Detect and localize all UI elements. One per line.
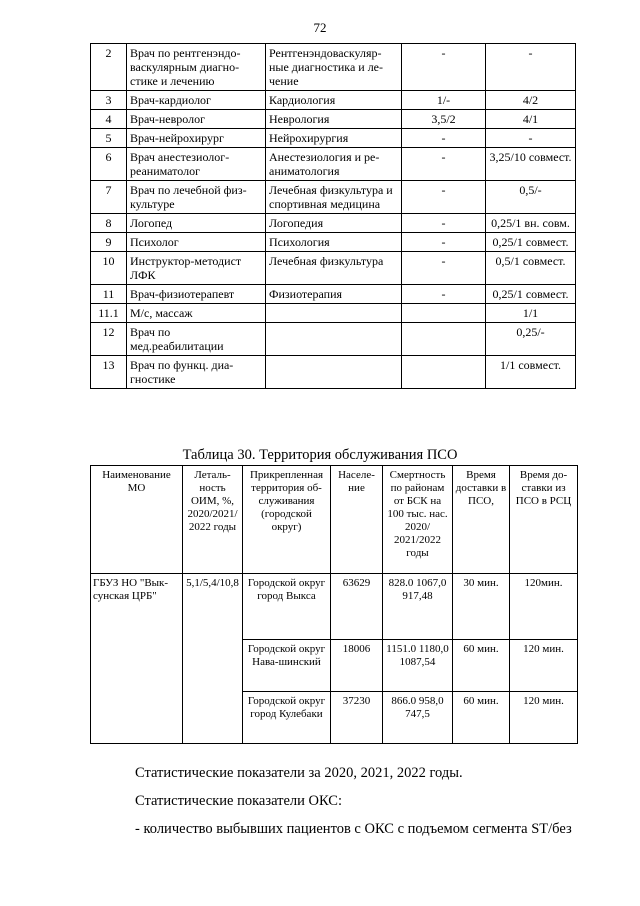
table-row: [91, 181, 576, 214]
territory: Городской округ Нава-шинский: [243, 640, 331, 692]
table-row: [91, 304, 576, 323]
paragraph: - количество выбывших пациентов с ОКС с подъемом сегмента ST/без: [135, 821, 572, 837]
specialty-cell: [266, 323, 402, 356]
value-cell: 4/1: [486, 110, 576, 129]
mo-name: ГБУЗ НО "Вык-сунская ЦРБ": [91, 574, 183, 744]
table-row: [91, 110, 576, 129]
pso-territory-table: [90, 465, 578, 744]
delivery-pso: 60 мин.: [453, 692, 510, 744]
value-cell: 1/1 совмест.: [486, 356, 576, 389]
value-cell: -: [402, 233, 486, 252]
row-number: 7: [91, 181, 127, 214]
table-row: [91, 285, 576, 304]
position-cell: Врач по функц. диа-гностике: [127, 356, 266, 389]
table-row: [91, 356, 576, 389]
table-row: [91, 44, 576, 91]
territory: Городской округ город Кулебаки: [243, 692, 331, 744]
specialty-cell: Неврология: [266, 110, 402, 129]
specialty-cell: [266, 304, 402, 323]
value-cell: -: [402, 214, 486, 233]
position-cell: Врач по лечебной физ-культуре: [127, 181, 266, 214]
value-cell: 1/-: [402, 91, 486, 110]
value-cell: -: [402, 181, 486, 214]
table-row: [91, 323, 576, 356]
header-cell: Населе-ние: [331, 466, 383, 574]
staffing-table: [90, 43, 576, 389]
specialty-cell: Лечебная физкультура: [266, 252, 402, 285]
delivery-pso: 30 мин.: [453, 574, 510, 640]
specialty-cell: Анестезиология и ре-аниматология: [266, 148, 402, 181]
delivery-pso: 60 мин.: [453, 640, 510, 692]
value-cell: -: [402, 44, 486, 91]
header-row: [91, 466, 578, 574]
paragraph: Статистические показатели ОКС:: [135, 793, 343, 809]
table-caption: Таблица 30. Территория обслуживания ПСО: [182, 447, 458, 463]
table-row: [91, 233, 576, 252]
header-cell: Прикрепленная территория об-служивания (городской округ): [243, 466, 331, 574]
table-row: [91, 252, 576, 285]
header-cell: Время до-ставки из ПСО в РСЦ: [510, 466, 578, 574]
value-cell: [402, 356, 486, 389]
specialty-cell: Логопедия: [266, 214, 402, 233]
value-cell: -: [402, 129, 486, 148]
row-number: 11.1: [91, 304, 127, 323]
row-number: 10: [91, 252, 127, 285]
mortality: 1151.0 1180,0 1087,54: [383, 640, 453, 692]
territory: Городской округ город Выкса: [243, 574, 331, 640]
header-cell: Время доставки в ПСО,: [453, 466, 510, 574]
value-cell: -: [402, 148, 486, 181]
table-row: [91, 574, 578, 640]
value-cell: 0,5/1 совмест.: [486, 252, 576, 285]
page-number: 72: [313, 20, 327, 35]
header-cell: Леталь-ность ОИМ, %, 2020/2021/ 2022 годы: [183, 466, 243, 574]
position-cell: Психолог: [127, 233, 266, 252]
row-number: 13: [91, 356, 127, 389]
specialty-cell: Психология: [266, 233, 402, 252]
value-cell: 0,25/1 вн. совм.: [486, 214, 576, 233]
row-number: 11: [91, 285, 127, 304]
value-cell: 3,5/2: [402, 110, 486, 129]
table-row: [91, 214, 576, 233]
value-cell: 4/2: [486, 91, 576, 110]
row-number: 8: [91, 214, 127, 233]
delivery-rsc: 120мин.: [510, 574, 578, 640]
specialty-cell: [266, 356, 402, 389]
value-cell: [402, 304, 486, 323]
row-number: 4: [91, 110, 127, 129]
position-cell: Врач-физиотерапевт: [127, 285, 266, 304]
position-cell: Инструктор-методист ЛФК: [127, 252, 266, 285]
specialty-cell: Рентгенэндоваскуляр-ные диагностика и ле-чение: [266, 44, 402, 91]
value-cell: [402, 323, 486, 356]
value-cell: 0,25/1 совмест.: [486, 233, 576, 252]
value-cell: 0,25/-: [486, 323, 576, 356]
specialty-cell: Нейрохирургия: [266, 129, 402, 148]
position-cell: Врач по рентгенэндо-васкулярным диагно-стике и лечению: [127, 44, 266, 91]
value-cell: -: [486, 44, 576, 91]
lethality: 5,1/5,4/10,8: [183, 574, 243, 744]
position-cell: Врач-невролог: [127, 110, 266, 129]
row-number: 6: [91, 148, 127, 181]
value-cell: -: [402, 285, 486, 304]
row-number: 9: [91, 233, 127, 252]
position-cell: Врач-нейрохирург: [127, 129, 266, 148]
value-cell: 3,25/10 совмест.: [486, 148, 576, 181]
position-cell: М/с, массаж: [127, 304, 266, 323]
table-row: [91, 148, 576, 181]
header-cell: Смертность по районам от БСК на 100 тыс. нас. 2020/ 2021/2022 годы: [383, 466, 453, 574]
delivery-rsc: 120 мин.: [510, 692, 578, 744]
position-cell: Врач-кардиолог: [127, 91, 266, 110]
row-number: 2: [91, 44, 127, 91]
value-cell: -: [486, 129, 576, 148]
position-cell: Врач анестезиолог-реаниматолог: [127, 148, 266, 181]
specialty-cell: Кардиология: [266, 91, 402, 110]
value-cell: 0,25/1 совмест.: [486, 285, 576, 304]
population: 63629: [331, 574, 383, 640]
mortality: 828.0 1067,0 917,48: [383, 574, 453, 640]
position-cell: Врач по мед.реабилитации: [127, 323, 266, 356]
specialty-cell: Лечебная физкультура и спортивная медицина: [266, 181, 402, 214]
row-number: 5: [91, 129, 127, 148]
value-cell: 0,5/-: [486, 181, 576, 214]
paragraph: Статистические показатели за 2020, 2021, 2022 годы.: [135, 765, 463, 781]
value-cell: 1/1: [486, 304, 576, 323]
delivery-rsc: 120 мин.: [510, 640, 578, 692]
row-number: 12: [91, 323, 127, 356]
specialty-cell: Физиотерапия: [266, 285, 402, 304]
header-cell: Наименование МО: [91, 466, 183, 574]
population: 37230: [331, 692, 383, 744]
population: 18006: [331, 640, 383, 692]
position-cell: Логопед: [127, 214, 266, 233]
value-cell: -: [402, 252, 486, 285]
mortality: 866.0 958,0 747,5: [383, 692, 453, 744]
row-number: 3: [91, 91, 127, 110]
table-row: [91, 129, 576, 148]
table-row: [91, 91, 576, 110]
